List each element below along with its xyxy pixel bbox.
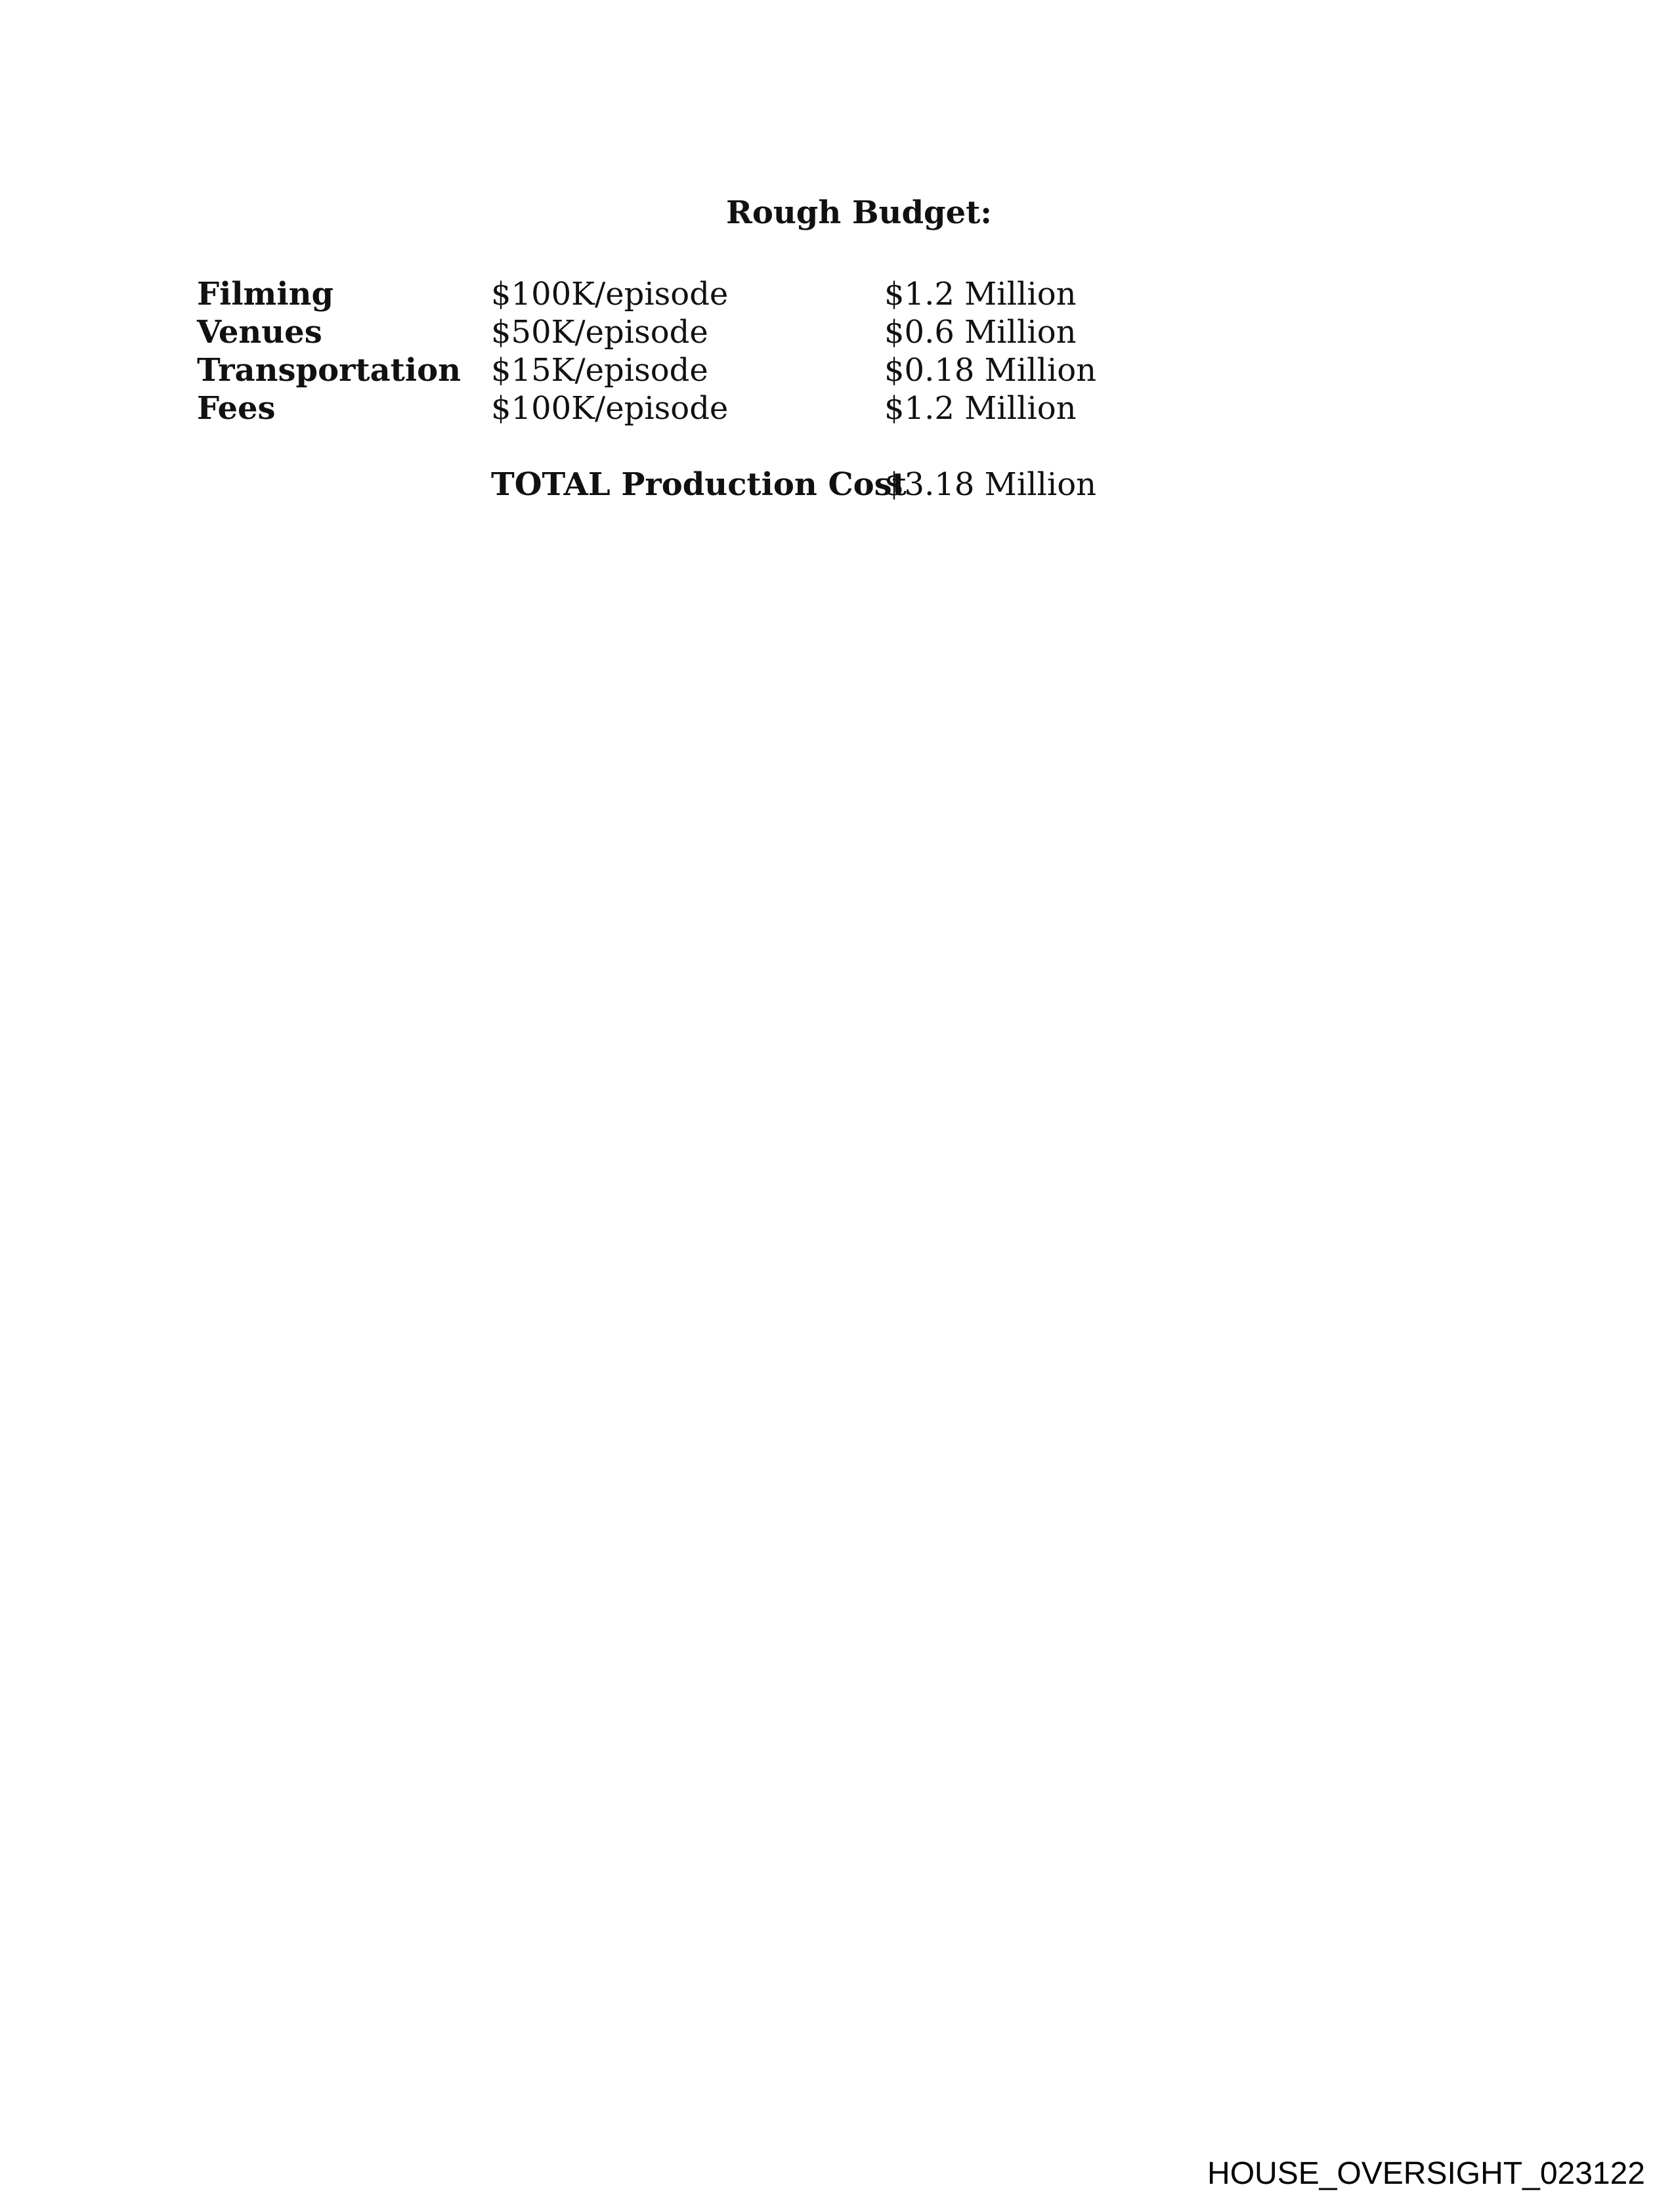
budget-total: $0.18 Million xyxy=(884,352,1097,389)
budget-row-grand-total xyxy=(0,466,1674,504)
budget-category: Transportation xyxy=(197,352,461,389)
budget-per-episode: $100K/episode xyxy=(491,390,729,427)
budget-title: Rough Budget: xyxy=(726,194,992,231)
budget-total: $1.2 Million xyxy=(884,276,1077,313)
budget-row-fees xyxy=(0,389,1674,427)
bates-number: HOUSE_OVERSIGHT_023122 xyxy=(1207,2156,1645,2191)
budget-total: $0.6 Million xyxy=(884,314,1077,351)
budget-category: Venues xyxy=(197,314,322,351)
budget-category: Filming xyxy=(197,276,334,313)
budget-category: Fees xyxy=(197,390,276,427)
grand-total-label: TOTAL Production Cost xyxy=(491,466,907,503)
budget-row-venues xyxy=(0,313,1674,351)
budget-row-transportation xyxy=(0,351,1674,389)
budget-per-episode: $15K/episode xyxy=(491,352,708,389)
budget-row-filming xyxy=(0,275,1674,313)
grand-total-value: $3.18 Million xyxy=(884,466,1097,503)
budget-total: $1.2 Million xyxy=(884,390,1077,427)
budget-per-episode: $100K/episode xyxy=(491,276,729,313)
budget-per-episode: $50K/episode xyxy=(491,314,708,351)
